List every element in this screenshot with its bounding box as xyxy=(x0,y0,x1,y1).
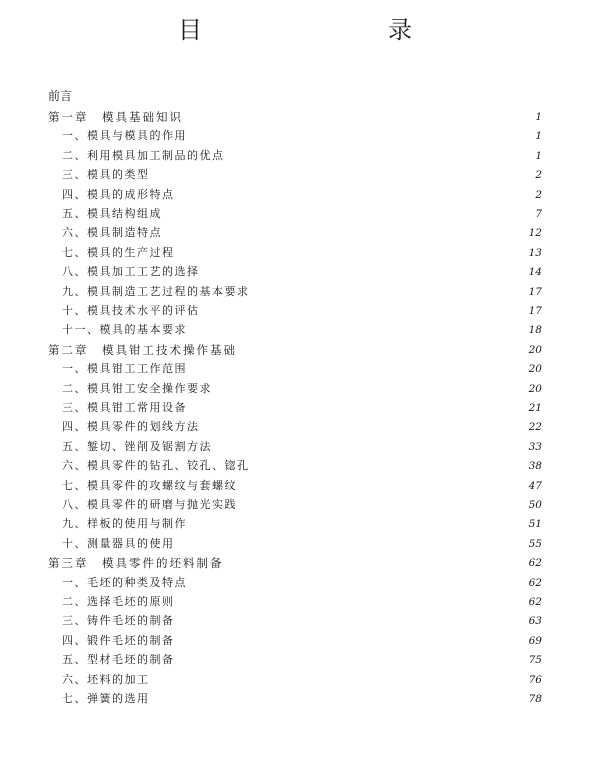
toc-entry-label: 二、利用模具加工制品的优点 xyxy=(62,148,225,162)
dot-leader xyxy=(183,633,515,649)
dot-leader xyxy=(195,516,514,532)
toc-section-entry[interactable] xyxy=(62,167,542,183)
toc-entry-label: 五、模具结构组成 xyxy=(62,207,162,220)
toc-page-number: 69 xyxy=(528,634,542,647)
dot-leader xyxy=(220,381,514,397)
dot-leader xyxy=(195,128,514,144)
toc-entry-label: 二、模具钳工安全操作要求 xyxy=(62,381,212,395)
toc-page-number: 62 xyxy=(528,576,542,589)
dot-leader xyxy=(245,497,514,513)
toc-section-entry[interactable] xyxy=(62,400,542,416)
toc-page-number: 22 xyxy=(528,421,542,434)
toc-entry-label: 七、弹簧的选用 xyxy=(62,692,150,705)
dot-leader xyxy=(232,555,515,571)
toc-section-entry[interactable] xyxy=(62,516,542,532)
dot-leader xyxy=(158,167,515,183)
dot-leader xyxy=(208,419,515,435)
toc-entry-label: 六、坯料的加工 xyxy=(62,672,150,686)
toc-page-number: 13 xyxy=(528,246,542,259)
toc-page-number: 20 xyxy=(528,363,542,376)
toc-entry-label: 第一章 模具基础知识 xyxy=(48,110,183,124)
toc-page-number: 20 xyxy=(528,343,542,356)
dot-leader xyxy=(183,613,515,629)
toc-entry-label: 三、模具的类型 xyxy=(62,168,150,182)
toc-page-number: 78 xyxy=(528,693,542,705)
dot-leader xyxy=(183,187,515,203)
toc-section-entry[interactable] xyxy=(62,206,542,222)
toc-entry-label: 五、錾切、锉削及锯割方法 xyxy=(62,439,212,453)
toc-page-number: 50 xyxy=(528,499,542,511)
dot-leader xyxy=(183,536,515,552)
toc-chapter-entry[interactable] xyxy=(48,555,542,571)
toc-page-number: 51 xyxy=(528,518,542,531)
toc-section-entry[interactable] xyxy=(62,478,542,494)
dot-leader xyxy=(195,575,514,591)
toc-entry-label: 八、模具加工工艺的选择 xyxy=(62,265,200,279)
dot-leader xyxy=(183,245,515,261)
toc-entry-label: 一、模具与模具的作用 xyxy=(62,129,187,143)
dot-leader xyxy=(245,342,514,358)
toc-entry-label: 九、样板的使用与制作 xyxy=(62,517,187,531)
dot-leader xyxy=(170,206,514,222)
toc-page-number: 76 xyxy=(528,673,542,686)
toc-entry-label: 三、铸件毛坯的制备 xyxy=(62,614,175,628)
preface-entry[interactable]: 前言 xyxy=(48,89,73,103)
toc-page-number: 75 xyxy=(528,654,542,667)
toc-entry-label: 四、模具的成形特点 xyxy=(62,187,175,201)
toc-section-entry[interactable] xyxy=(62,672,542,688)
dot-leader xyxy=(183,594,515,610)
toc-page-number: 12 xyxy=(528,227,542,240)
dot-leader xyxy=(158,691,515,707)
dot-leader xyxy=(245,478,514,494)
toc-section-entry[interactable] xyxy=(62,419,542,435)
toc-section-entry[interactable] xyxy=(62,575,542,591)
toc-entry-label: 八、模具零件的研磨与抛光实践 xyxy=(62,498,237,511)
toc-page-number: 20 xyxy=(528,382,542,395)
toc-page-number: 1 xyxy=(535,130,542,143)
toc-entry-label: 十、测量器具的使用 xyxy=(62,536,175,550)
toc-section-entry[interactable] xyxy=(62,594,542,610)
toc-section-entry[interactable] xyxy=(62,361,542,377)
toc-section-entry[interactable] xyxy=(62,303,542,319)
toc-entry-label: 第二章 模具钳工技术操作基础 xyxy=(48,342,237,357)
toc-page-number: 2 xyxy=(535,188,542,201)
toc-entry-label: 二、选择毛坯的原则 xyxy=(62,595,175,608)
dot-leader xyxy=(208,264,515,280)
toc-section-entry[interactable] xyxy=(62,691,542,707)
toc-page-number: 62 xyxy=(528,596,542,608)
toc-entry-label: 十、模具技术水平的评估 xyxy=(62,304,200,317)
dot-leader xyxy=(258,284,515,300)
toc-page-number: 17 xyxy=(528,285,542,298)
dot-leader xyxy=(158,672,515,688)
toc-entry-label: 七、模具零件的攻螺纹与套螺纹 xyxy=(62,478,237,492)
toc-entry-label: 三、模具钳工常用设备 xyxy=(62,401,187,414)
toc-section-entry[interactable] xyxy=(62,148,542,164)
toc-page-number: 18 xyxy=(528,324,542,337)
toc-section-entry[interactable] xyxy=(62,633,542,649)
toc-section-entry[interactable] xyxy=(62,458,542,474)
toc-entry-label: 十一、模具的基本要求 xyxy=(62,323,187,337)
dot-leader xyxy=(183,652,515,668)
toc-page-number: 21 xyxy=(528,402,542,414)
toc-page-number: 38 xyxy=(528,460,542,473)
toc-page-number: 47 xyxy=(528,479,542,492)
toc-section-entry[interactable] xyxy=(62,652,542,668)
toc-entry-label: 七、模具的生产过程 xyxy=(62,245,175,259)
toc-section-entry[interactable] xyxy=(62,187,542,203)
toc-entry-label: 五、型材毛坯的制备 xyxy=(62,653,175,667)
toc-entry-label: 六、模具制造特点 xyxy=(62,226,162,240)
dot-leader xyxy=(191,109,514,125)
toc-section-entry[interactable] xyxy=(62,497,542,513)
toc-page-number: 7 xyxy=(535,208,542,220)
toc-chapter-entry[interactable] xyxy=(48,342,542,358)
dot-leader xyxy=(195,361,514,377)
toc-entry-label: 第三章 模具零件的坯料制备 xyxy=(48,556,224,571)
toc-page-number: 2 xyxy=(535,169,542,182)
toc-entry-label: 九、模具制造工艺过程的基本要求 xyxy=(62,284,250,298)
toc-entry-label: 四、锻件毛坯的制备 xyxy=(62,633,175,647)
toc-section-entry[interactable] xyxy=(62,536,542,552)
toc-page-number: 1 xyxy=(535,149,542,162)
toc-section-entry[interactable] xyxy=(62,284,542,300)
toc-page-number: 17 xyxy=(528,305,542,317)
toc-page-number: 14 xyxy=(528,266,542,279)
toc-section-entry[interactable] xyxy=(62,128,542,144)
toc-section-entry[interactable] xyxy=(62,225,542,241)
dot-leader xyxy=(208,303,515,319)
toc-page-number: 62 xyxy=(528,557,542,570)
dot-leader xyxy=(170,225,514,241)
toc-entry-label: 一、毛坯的种类及特点 xyxy=(62,575,187,589)
toc-entry-label: 四、模具零件的划线方法 xyxy=(62,420,200,434)
toc-section-entry[interactable] xyxy=(62,264,542,280)
dot-leader xyxy=(220,439,514,455)
toc-page-number: 1 xyxy=(535,111,542,123)
dot-leader xyxy=(195,322,514,338)
dot-leader xyxy=(233,148,515,164)
toc-entry-label: 一、模具钳工工作范围 xyxy=(62,362,187,376)
toc-section-entry[interactable] xyxy=(62,381,542,397)
toc-page-number: 55 xyxy=(528,537,542,550)
dot-leader xyxy=(258,458,515,474)
toc-page-number: 63 xyxy=(528,615,542,628)
toc-section-entry[interactable] xyxy=(62,322,542,338)
toc-section-entry[interactable] xyxy=(62,613,542,629)
toc-chapter-entry[interactable] xyxy=(48,109,542,125)
toc-section-entry[interactable] xyxy=(62,245,542,261)
toc-page-number: 33 xyxy=(528,440,542,453)
toc-section-entry[interactable] xyxy=(62,439,542,455)
page-title: 目 录 xyxy=(178,16,458,44)
toc-entry-label: 六、模具零件的钻孔、铰孔、锪孔 xyxy=(62,459,250,473)
dot-leader xyxy=(195,400,514,416)
